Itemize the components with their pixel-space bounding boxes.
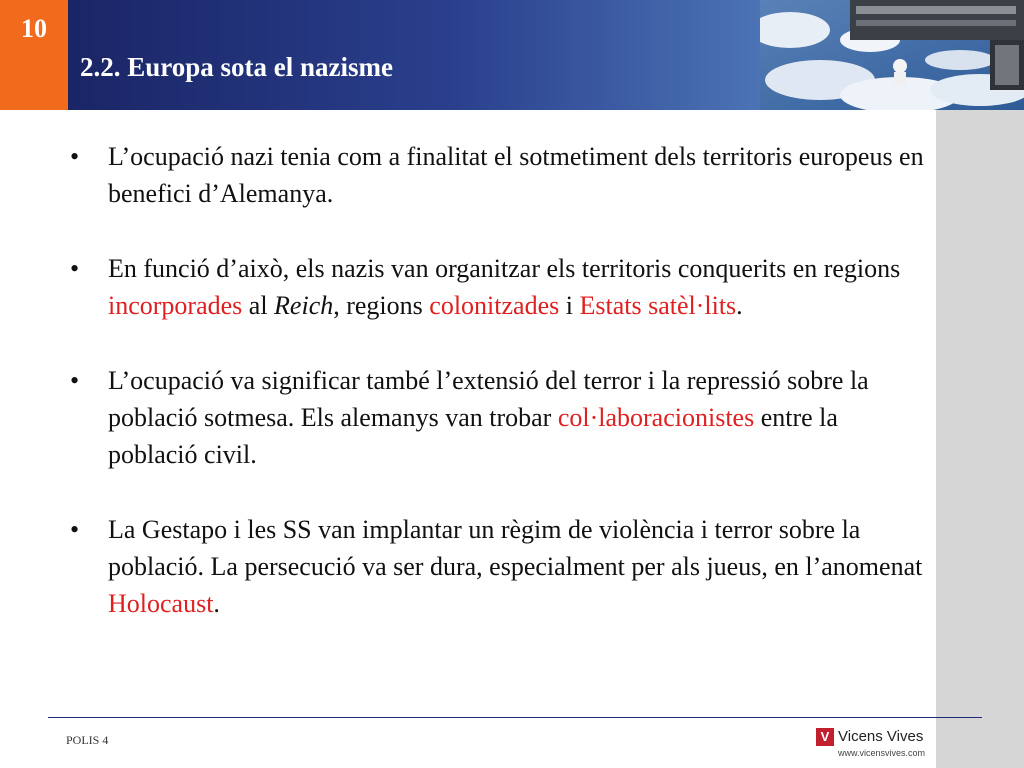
highlighted-term: colonitzades: [429, 291, 560, 320]
bullet-marker: •: [70, 366, 80, 395]
slide-number: 10: [21, 14, 47, 43]
side-strip: [936, 110, 1024, 768]
italic-term: Reich: [274, 291, 334, 320]
bullet-text: i: [559, 291, 580, 320]
bullet-item: [66, 511, 932, 622]
bullet-text: .: [213, 589, 220, 618]
header-bar: [68, 0, 760, 110]
bullet-item: [66, 250, 932, 324]
header-photo-space-station: [760, 0, 1024, 110]
highlighted-term: incorporades: [108, 291, 243, 320]
brand-logo-letter: V: [820, 729, 830, 744]
bullet-text: al: [242, 291, 275, 320]
brand-url: www.vicensvives.com: [838, 748, 926, 758]
bullet-list: [66, 138, 932, 660]
publisher-brand: [816, 728, 932, 762]
bullet-marker: •: [70, 142, 80, 171]
bullet-text: En funció d’això, els nazis van organitzar els territoris conquerits en regions: [108, 254, 901, 283]
slide-number-box: [0, 0, 68, 110]
bullet-text: La Gestapo i les SS van implantar un règim de violència i terror sobre la població. La persecució va ser dura, especialment per als jueus, en l’anomenat: [108, 515, 923, 581]
bullet-text: L’ocupació va significar també l’extensió del terror i la repressió sobre la població sotmesa. Els alemanys van trobar: [108, 366, 869, 432]
highlighted-term: Estats satèl·lits: [579, 291, 737, 320]
bullet-marker: •: [70, 254, 80, 283]
bullet-text: , regions: [333, 291, 430, 320]
footer-course-label: POLIS 4: [66, 733, 109, 747]
highlighted-term: col·laboracionistes: [557, 403, 755, 432]
brand-logo-icon: [816, 728, 834, 746]
bullet-text: entre la població civil.: [108, 403, 838, 469]
footer-line: [48, 717, 982, 718]
bullet-item: [66, 362, 932, 473]
bullet-item: [66, 138, 932, 212]
bullet-text: .: [736, 291, 743, 320]
brand-name: Vicens Vives: [838, 728, 924, 745]
highlighted-term: Holocaust: [108, 589, 214, 618]
bullet-text: L’ocupació nazi tenia com a finalitat el sotmetiment dels territoris europeus en benefici d’Alemanya.: [108, 142, 924, 208]
bullet-marker: •: [70, 515, 80, 544]
slide-title: 2.2. Europa sota el nazisme: [80, 52, 394, 82]
